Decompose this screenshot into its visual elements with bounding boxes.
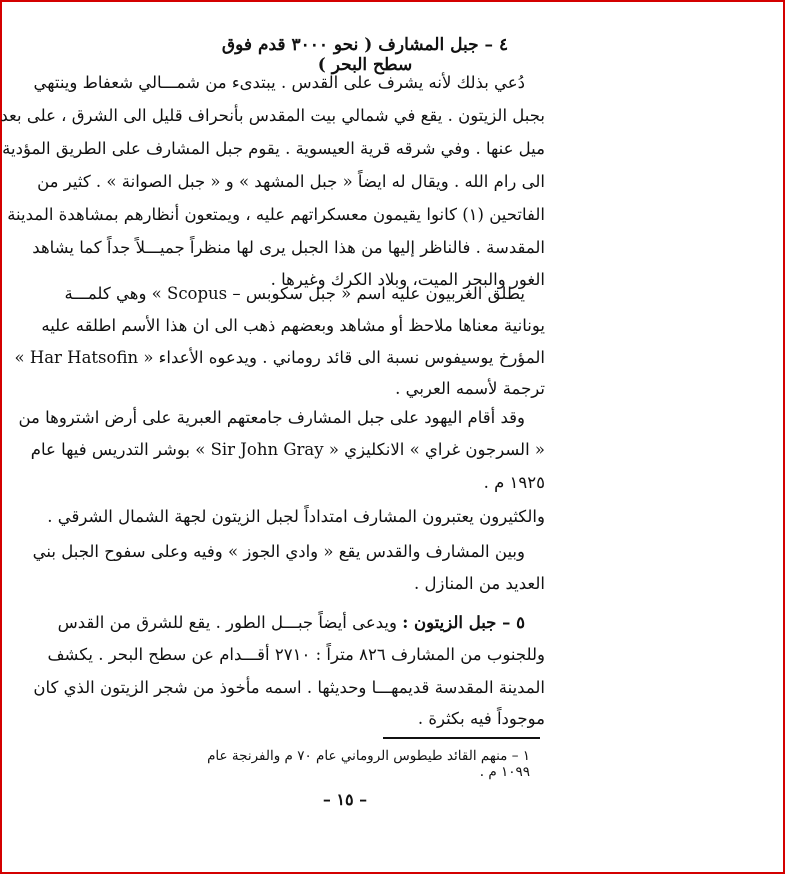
text-line: يطلق الغربيون عليه اسم « جبل سكوبس – Scopus » وهي كلمـــة — [64, 284, 525, 303]
footnote: ١ – منهم القائد طيطوس الروماني عام ٧٠ م والفرنجة عام ١٠٩٩ م . — [207, 748, 530, 780]
text-line: الفاتحين (١) كانوا يقيمون معسكراتهم عليه ، ويمتعون أنظارهم بمشاهدة المدينة — [7, 205, 545, 224]
text-line: ترجمة لأسمه العربي . — [395, 379, 545, 398]
text-line: المؤرخ يوسيفوس نسبة الى قائد روماني . ويدعوه الأعداء « Har Hatsofin » — [14, 348, 545, 367]
text-line: بجبل الزيتون . يقع في شمالي بيت المقدس بأنحراف قليل الى الشرق ، على بعد — [0, 106, 545, 125]
text-span: ويدعى أيضاً جبـــل الطور . يقع للشرق من القدس — [57, 613, 397, 632]
section-title: ٤ – جبل المشارف ( نحو ٣٠٠٠ قدم فوق سطح البحر ) — [221, 35, 509, 75]
section-heading: ٥ – جبل الزيتون : — [402, 613, 525, 632]
text-line: العديد من المنازل . — [414, 574, 545, 593]
text-line: المقدسة . فالناظر إليها من هذا الجبل يرى لها منظراً جميـــلاً جداً كما يشاهد — [32, 238, 545, 257]
text-line: والكثيرون يعتبرون المشارف امتداداً لجبل الزيتون لجهة الشمال الشرقي . — [47, 507, 545, 526]
text-line: الغور والبحر الميت، وبلاد الكرك وغيرها . — [270, 270, 545, 289]
text-line: دُعي بذلك لأنه يشرف على القدس . يبتدىء من شمـــالي شعفاط وينتهي — [33, 73, 525, 92]
footnote-divider — [383, 737, 540, 739]
text-line: موجوداً فيه بكثرة . — [417, 709, 545, 728]
text-line: وللجنوب من المشارف ٨٢٦ متراً : ٢٧١٠ أقـــدام عن سطح البحر . يكشف — [47, 645, 545, 664]
text-line: « السرجون غراي » الانكليزي « Sir John Gray » بوشر التدريس فيها عام — [30, 440, 545, 459]
text-line: وبين المشارف والقدس يقع « وادي الجوز » وفيه وعلى سفوح الجبل بني — [32, 542, 525, 561]
text-line: يونانية معناها ملاحظ أو مشاهد وبعضهم ذهب الى ان هذا الأسم اطلقه عليه — [41, 316, 545, 335]
text-line: وقد أقام اليهود على جبل المشارف جامعتهم العبرية على أرض اشتروها من — [18, 408, 525, 427]
text-line: المدينة المقدسة قديمهـــا وحديثها . اسمه مأخوذ من شجر الزيتون الذي كان — [33, 678, 545, 697]
text-line: ميل عنها . وفي شرقه قرية العيسوية . يقوم جبل المشارف على الطريق المؤدية — [2, 139, 545, 158]
page-number: – ١٥ – — [322, 790, 368, 809]
text-line: الى رام الله . ويقال له ايضاً « جبل المشهد » و « جبل الصوانة » . كثير من — [37, 172, 545, 191]
text-line: ١٩٢٥ م . — [483, 473, 545, 492]
text-line — [57, 612, 525, 634]
